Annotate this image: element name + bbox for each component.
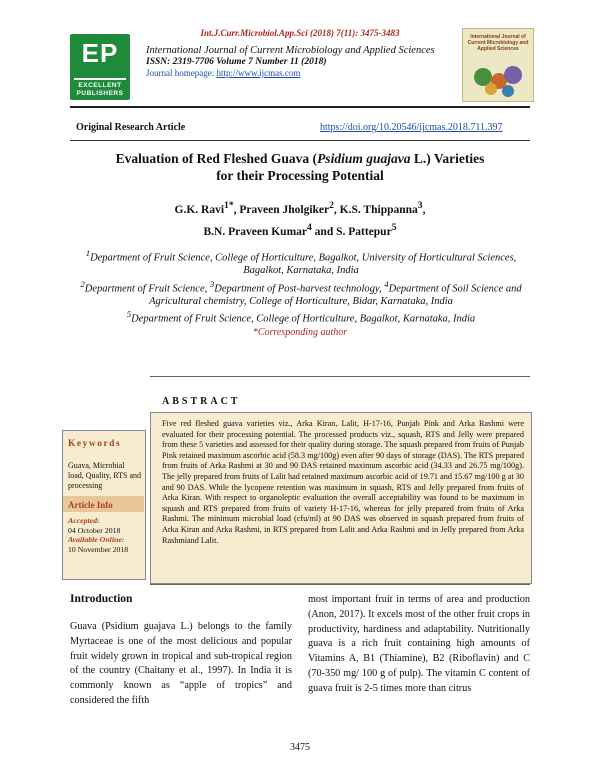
article-info-heading: Article Info xyxy=(68,500,113,510)
doi-link[interactable]: https://doi.org/10.20546/ijcmas.2018.711.397 xyxy=(320,122,503,133)
author-sep: and xyxy=(311,225,337,238)
author: K.S. Thippanna xyxy=(339,203,418,216)
abstract-text: Five red fleshed guava varieties viz., Arka Kiran, Lalit, H-17-16, Punjab Pink and Arka Rashmi were evaluated for their processing potential. The processed products viz., squash, RTS and Jelly were prepared from these 5 varieties and assessed for their quality during storage. The squash prepared from fruits of Punjab Pink retained maximum ascorbic acid (58.3 mg/100g) even after 90 days of storage (DAS). The RTS prepared from fruits of Arka Rashmi at 30 and 90 DAS retained maximum ascorbic acid (34.33 and 26.75 mg/100g). The jelly prepared from fruits of Lalit had retained maximum ascorbic acid of 19.71 and 15.67 mg/100 g at 30 and 90 DAS. While the lycopene retention was maximum in squash, RTS and Jelly prepared from fruits of Arka Kiran. With respect to organoleptic evaluation the overall acceptability was found to be maximum in squash and RTS prepared from fruits of variety H-17-16, whereas for jelly prepared from fruits of Arka Rashmi. The minimum microbial load (cfu/ml) at 90 DAS was observed in squash prepared from fruits of Arka Kiran and Arka Rashmi, in RTS prepared from Lalit and Arka Rashmi and in Jelly prepared from Arka Rashmiand Lalit. xyxy=(162,419,524,545)
corresponding-author-note: *Corresponding author xyxy=(252,327,348,338)
affiliation-sup: 3 xyxy=(209,278,215,289)
author: G.K. Ravi xyxy=(174,203,225,216)
author: B.N. Praveen Kumar xyxy=(203,225,307,238)
publisher-logo xyxy=(70,34,130,100)
header-rule xyxy=(70,106,530,108)
author-sup: 1* xyxy=(224,200,234,211)
homepage-link[interactable]: http://www.ijcmas.com xyxy=(216,68,301,78)
author: S. Pattepur xyxy=(336,225,392,238)
article-dates xyxy=(68,516,144,554)
affiliation-sup: 1 xyxy=(85,248,91,258)
accepted-label: Accepted: xyxy=(68,516,100,525)
journal-name: International Journal of Current Microbiology and Applied Sciences xyxy=(146,45,435,56)
title-species: Psidium guajava xyxy=(317,151,411,166)
keywords-list: Guava, Microbial load, Quality, RTS and processing xyxy=(68,461,141,490)
title-line-2: for their Processing Potential xyxy=(216,168,384,183)
author-sup: 5 xyxy=(391,221,397,233)
author: Praveen Jholgiker xyxy=(239,203,330,216)
homepage-label: Journal homepage: xyxy=(146,68,217,78)
author-sep: , xyxy=(333,203,340,216)
title-part-1: Evaluation of Red Fleshed Guava ( xyxy=(115,151,318,166)
abstract-heading: ABSTRACT xyxy=(162,396,241,407)
keywords-heading: Keywords xyxy=(68,439,122,449)
article-type-rule xyxy=(70,140,530,141)
author-sup: 4 xyxy=(307,221,312,233)
paper-title xyxy=(70,150,530,184)
affiliation-text: Department of Fruit Science, College of Horticulture, Bagalkot, University of Horticultural Sciences, Bagalkot, Karnataka, India xyxy=(90,252,517,276)
article-type: Original Research Article xyxy=(76,122,186,133)
introduction-right-column: most important fruit in terms of area and production (Anon, 2017). It excels most of the other fruit crops in productivity, hardiness and adaptability. Nutritionally guava is a rich fruit containing high amounts of Vitamins A, B1 (Thiamine), B2 (Riboflavin) and C (70-350 mg/ 100 g of pulp). The vitamin C content of guava fruit is 2-5 times more than citrus xyxy=(308,594,530,694)
available-date: 10 November 2018 xyxy=(68,544,129,554)
affiliation-text: Department of Fruit Science, xyxy=(84,283,210,294)
abstract-bottom-rule xyxy=(150,584,530,585)
logo-divider xyxy=(74,78,126,80)
cover-artwork xyxy=(463,29,533,101)
author-sep: , xyxy=(233,203,240,216)
author-sup: 3 xyxy=(417,200,423,211)
journal-cover-thumbnail xyxy=(462,28,534,102)
affiliation-2 xyxy=(76,278,526,309)
logo-line-1: EXCELLENT xyxy=(78,82,122,89)
affiliation-sup: 2 xyxy=(80,278,85,289)
title-part-2: L.) Varieties xyxy=(410,151,485,166)
homepage-line xyxy=(146,68,456,78)
affiliation-5 xyxy=(76,308,526,326)
journal-masthead xyxy=(146,45,456,78)
accepted-date: 04 October 2018 xyxy=(68,525,121,535)
author-sep: , xyxy=(422,203,426,216)
affiliation-sup: 5 xyxy=(126,309,132,319)
cover-title: International Journal of Current Microbiology and Applied Sciences xyxy=(467,34,529,52)
affiliation-1 xyxy=(76,247,526,278)
affiliation-text: Department of Post-harvest technology, xyxy=(214,283,385,294)
page-number: 3475 xyxy=(290,742,310,753)
logo-line-2: PUBLISHERS xyxy=(76,90,124,97)
introduction-heading: Introduction xyxy=(70,593,133,605)
affiliation-text: Department of Soil Science and Agricultural chemistry, College of Horticulture, Bidar, Karnataka, India xyxy=(149,283,522,307)
affiliation-text: Department of Fruit Science, College of Horticulture, Bagalkot, Karnataka, India xyxy=(131,313,476,325)
affiliation-sup: 4 xyxy=(384,278,389,289)
available-label: Available Online: xyxy=(68,535,125,544)
author-sup: 2 xyxy=(329,200,334,211)
author-list xyxy=(70,197,530,241)
journal-citation: Int.J.Curr.Microbiol.App.Sci (2018) 7(11): 3475-3483 xyxy=(200,28,400,38)
issn-line: ISSN: 2319-7706 Volume 7 Number 11 (2018) xyxy=(146,57,327,67)
abstract-top-rule xyxy=(150,376,530,377)
affiliations xyxy=(76,247,526,326)
logo-letters: EP xyxy=(81,38,119,68)
introduction-left-column: Guava (Psidium guajava L.) belongs to the family Myrtaceae is one of the most delicious and popular fruit widely grown in tropical and sub-tropical region of the country (Chaitany et al., 1997). In India it is commonly known as “apple of tropics” and considered the fifth xyxy=(70,621,292,706)
